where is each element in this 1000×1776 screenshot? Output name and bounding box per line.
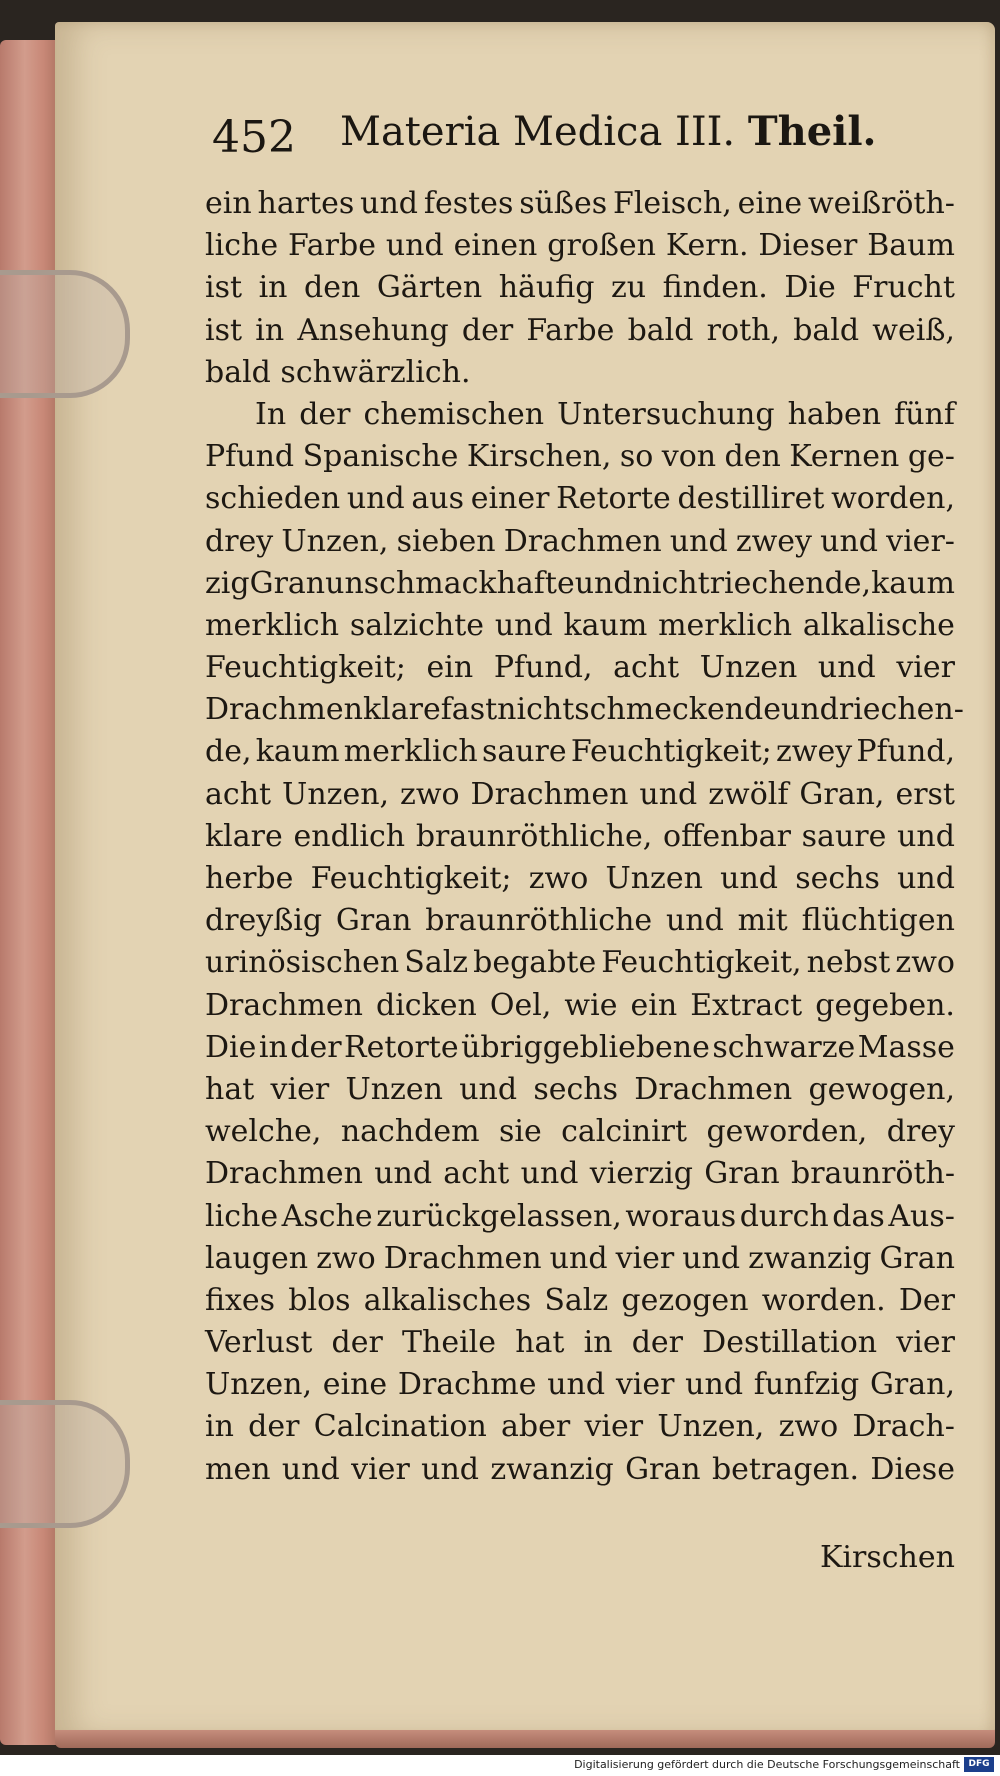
word: drey: [886, 1114, 955, 1150]
word: Drachmen: [634, 1071, 793, 1107]
running-title: [340, 108, 876, 155]
word: sieben: [396, 523, 496, 559]
word: nicht: [497, 692, 575, 728]
word: vier: [351, 1451, 410, 1487]
word: mit: [737, 903, 788, 939]
word: erst: [895, 776, 955, 812]
word: ist: [205, 312, 243, 348]
word: in: [258, 270, 288, 306]
word: der: [299, 396, 351, 432]
word: ist: [205, 270, 243, 306]
word: Baum: [867, 228, 955, 264]
word: klare: [362, 692, 441, 728]
word: und: [360, 186, 419, 221]
word: zwey: [735, 523, 812, 559]
word: bald: [793, 312, 860, 348]
word: fast: [440, 692, 498, 728]
word: vierzig: [589, 1156, 693, 1192]
text-line: [205, 689, 964, 731]
word: Salz: [544, 1282, 609, 1318]
word: Farbe: [287, 228, 376, 264]
word: merklich: [343, 734, 478, 770]
word: sechs: [795, 861, 880, 896]
word: merklich: [205, 607, 340, 643]
text-line: [205, 310, 955, 352]
word: wie: [564, 987, 618, 1023]
text-line: [205, 183, 955, 225]
word: kaum: [563, 607, 648, 643]
word: vier: [584, 1409, 644, 1445]
word: der: [461, 312, 514, 348]
word: und: [494, 607, 553, 643]
word: calcinirt: [561, 1114, 688, 1150]
word: den: [304, 270, 361, 306]
word: Verlust: [205, 1325, 313, 1361]
word: und: [685, 1367, 744, 1403]
word: und: [820, 523, 878, 559]
word: zwey: [775, 734, 853, 770]
word: merklich: [658, 607, 793, 643]
word: eine: [737, 186, 803, 221]
text-line: [205, 1111, 955, 1153]
word: das: [832, 1198, 885, 1234]
word: durch: [739, 1198, 829, 1234]
word: so: [619, 439, 654, 475]
word: Asche: [281, 1198, 373, 1234]
word: Gran: [625, 1451, 701, 1487]
word: und: [459, 1071, 518, 1107]
word: aber: [501, 1409, 571, 1445]
word: Diese: [870, 1451, 955, 1487]
word: gegeben.: [815, 987, 955, 1023]
book-clip-top: [0, 270, 130, 398]
text-line: [205, 225, 955, 267]
word: gewogen,: [808, 1071, 955, 1107]
word: worden,: [831, 481, 955, 517]
word: vier: [615, 1240, 675, 1276]
text-line: [205, 985, 955, 1027]
word: saure: [801, 818, 887, 854]
page-header: [212, 100, 877, 163]
word: haben: [787, 396, 882, 432]
word: woraus: [625, 1198, 737, 1234]
text-line: [205, 1238, 955, 1280]
word: Drachme: [397, 1367, 537, 1403]
word: zwölf: [708, 776, 789, 812]
word: zwanzig: [748, 1240, 872, 1276]
word: liche: [205, 228, 279, 264]
word: zu: [610, 270, 647, 306]
word: und: [346, 481, 405, 517]
word: Kern.: [665, 228, 749, 264]
word: Drachmen: [503, 523, 662, 559]
word: eine: [322, 1367, 388, 1403]
word: ge-: [907, 439, 955, 475]
text-line: [205, 1406, 955, 1448]
word: worden.: [761, 1282, 886, 1318]
paragraph-start-line: [205, 394, 955, 436]
word: zwo: [528, 861, 589, 896]
word: hat: [515, 1325, 565, 1361]
word: Gran,: [799, 776, 885, 812]
word: urinösischen: [205, 945, 400, 981]
text-line: [205, 436, 955, 478]
word: Unzen,: [282, 776, 390, 812]
word: Retorte: [344, 1029, 459, 1065]
word: begabte: [473, 945, 597, 981]
text-line: bald schwärzlich.: [205, 354, 471, 390]
word: Unzen,: [205, 1367, 313, 1403]
word: festes: [423, 186, 514, 221]
word: blos: [288, 1282, 351, 1318]
word: chemischen: [363, 396, 545, 432]
word: alkalische: [802, 607, 955, 643]
word: Gran: [704, 1156, 780, 1192]
word: riechende,: [709, 565, 872, 601]
word: und: [669, 523, 728, 559]
word: in: [583, 1325, 613, 1361]
word: funfzig: [753, 1367, 860, 1403]
word: unschmackhafte: [325, 565, 575, 601]
word: Spanische: [302, 439, 459, 475]
word: Gran: [879, 1240, 955, 1276]
word: Drachmen: [470, 776, 629, 812]
word: nebst: [806, 945, 891, 981]
word: roth,: [706, 312, 780, 348]
funding-credit: Digitalisierung gefördert durch die Deutsche Forschungsgemeinschaft: [574, 1758, 960, 1771]
word: und: [817, 650, 876, 686]
text-line: [205, 816, 955, 858]
text-line: [205, 1069, 955, 1111]
word: Gran: [249, 565, 326, 601]
word: Kirschen,: [466, 439, 612, 475]
text-line: [205, 942, 955, 984]
book-clip-bottom: [0, 1400, 130, 1528]
running-title-text: Materia Medica III.: [340, 109, 736, 155]
word: Drachmen: [205, 987, 363, 1023]
running-title-part: Theil.: [747, 108, 877, 155]
word: häufig: [498, 270, 595, 306]
word: alkalisches: [363, 1282, 532, 1318]
word: ein: [205, 186, 252, 221]
word: Gran,: [869, 1367, 955, 1403]
word: Pfund,: [493, 650, 593, 686]
text-line: [205, 1153, 955, 1195]
text-line: [205, 1196, 955, 1238]
word: Die: [205, 1029, 257, 1065]
word: zurückgelassen,: [376, 1198, 622, 1234]
word: Calcination: [313, 1409, 487, 1445]
word: betragen.: [711, 1451, 860, 1487]
word: flüchtigen: [801, 903, 955, 939]
word: schwarze: [712, 1029, 856, 1065]
text-line: [205, 647, 955, 689]
word: und: [520, 1156, 579, 1192]
word: braunröthliche: [425, 903, 653, 939]
word: einer: [470, 481, 550, 517]
word: Retorte: [556, 481, 671, 517]
word: Unzen: [605, 861, 703, 896]
word: laugen: [205, 1240, 309, 1276]
word: Drachmen: [383, 1240, 542, 1276]
word: und: [639, 776, 698, 812]
word: und: [682, 1240, 741, 1276]
book-bottom-edge: [55, 1730, 995, 1748]
word: zwo: [316, 1240, 376, 1276]
word: salzichte: [349, 607, 485, 643]
word: Feuchtigkeit;: [570, 734, 772, 770]
word: Pfund,: [856, 734, 955, 770]
word: Gran: [335, 903, 412, 939]
word: fünf: [894, 396, 955, 432]
word: drey: [205, 523, 274, 559]
word: fixes: [205, 1282, 276, 1318]
word: Feuchtigkeit;: [205, 650, 406, 686]
word: Die: [784, 270, 836, 306]
word: Untersuchung: [557, 396, 775, 432]
word: Pfund: [205, 439, 295, 475]
text-line: [205, 605, 955, 647]
text-line: [205, 1280, 955, 1322]
word: bald: [627, 312, 694, 348]
word: finden.: [662, 270, 768, 306]
word: hat: [205, 1071, 255, 1107]
word: offenbar: [663, 818, 791, 854]
word: den: [724, 439, 781, 475]
word: und: [574, 565, 633, 601]
word: zwo: [895, 945, 955, 981]
word: in: [255, 312, 285, 348]
word: von: [661, 439, 717, 475]
word: Extract: [690, 987, 803, 1023]
word: Frucht: [852, 270, 955, 306]
word: Drachmen: [205, 692, 363, 728]
word: welche,: [205, 1114, 322, 1150]
word: acht: [443, 1156, 510, 1192]
word: Salz: [404, 945, 469, 981]
word: und: [549, 1240, 608, 1276]
word: Gärten: [376, 270, 483, 306]
word: zwo: [400, 776, 460, 812]
word: und: [897, 861, 955, 896]
word: und: [897, 818, 955, 854]
text-line: [205, 900, 955, 942]
word: und: [385, 228, 444, 264]
word: herbe: [205, 861, 294, 896]
word: und: [781, 692, 839, 728]
word: destilliret: [677, 481, 825, 517]
word: men: [205, 1451, 271, 1487]
word: weiß,: [872, 312, 955, 348]
word: Unzen: [699, 650, 798, 686]
word: Masse: [857, 1029, 955, 1065]
word: kaum: [871, 565, 955, 601]
word: Oel,: [489, 987, 552, 1023]
word: Ansehung: [297, 312, 449, 348]
word: zig: [205, 565, 250, 601]
word: weißröth-: [807, 186, 955, 221]
word: endlich: [293, 818, 406, 854]
catchword: Kirschen: [820, 1540, 955, 1575]
word: und: [281, 1451, 340, 1487]
word: vier: [615, 1367, 675, 1403]
word: sie: [498, 1114, 542, 1150]
text-line: [205, 1322, 955, 1364]
word: vier-: [886, 523, 955, 559]
word: liche: [205, 1198, 279, 1234]
word: schmeckende: [574, 692, 781, 728]
word: aus: [411, 481, 464, 517]
word: zwo: [778, 1409, 839, 1445]
word: riechen-: [838, 692, 964, 728]
word: kaum: [255, 734, 340, 770]
body-text: [205, 183, 964, 1491]
word: Kernen: [789, 439, 900, 475]
word: braunröth-: [791, 1156, 955, 1192]
word: hartes: [257, 186, 355, 221]
word: Dieser: [758, 228, 858, 264]
text-line: [205, 563, 955, 605]
word: und: [421, 1451, 480, 1487]
word: Farbe: [526, 312, 615, 348]
word: In: [255, 396, 287, 432]
text-line: [205, 267, 955, 309]
word: süßes: [519, 186, 608, 221]
word: geworden,: [706, 1114, 868, 1150]
digitization-footer: [0, 1755, 1000, 1776]
word: nachdem: [340, 1114, 480, 1150]
word: klare: [205, 818, 283, 854]
word: und: [374, 1156, 433, 1192]
word: und: [665, 903, 724, 939]
word: Fleisch,: [612, 186, 732, 221]
word: schieden: [205, 481, 341, 517]
word: Unzen,: [657, 1409, 765, 1445]
word: Aus-: [888, 1198, 955, 1234]
word: ein: [426, 650, 474, 686]
text-line: [205, 731, 955, 773]
word: Destillation: [702, 1325, 878, 1361]
word: in: [205, 1409, 234, 1445]
word: gezogen: [621, 1282, 749, 1318]
word: vier: [896, 650, 955, 686]
word: dreyßig: [205, 903, 323, 939]
text-line: [205, 478, 955, 520]
page-number: 452: [212, 112, 296, 163]
word: der: [248, 1409, 300, 1445]
text-line: [205, 1364, 955, 1406]
word: Unzen: [345, 1071, 443, 1107]
text-line: [205, 774, 955, 816]
word: nicht: [632, 565, 710, 601]
word: und: [547, 1367, 606, 1403]
text-line: [205, 858, 955, 900]
word: vier: [896, 1325, 955, 1361]
word: sechs: [533, 1071, 618, 1107]
word: großen: [547, 228, 657, 264]
word: zwanzig: [490, 1451, 614, 1487]
text-line: [205, 521, 955, 563]
word: Drachmen: [205, 1156, 363, 1192]
word: einen: [453, 228, 538, 264]
word: acht: [613, 650, 680, 686]
dfg-logo: DFG: [964, 1757, 994, 1772]
word: der: [631, 1325, 683, 1361]
word: ein: [630, 987, 678, 1023]
word: und: [720, 861, 779, 896]
word: der: [290, 1029, 342, 1065]
word: braunröthliche,: [415, 818, 653, 854]
word: Unzen,: [281, 523, 389, 559]
word: Theile: [402, 1325, 497, 1361]
word: in: [258, 1029, 288, 1065]
word: Feuchtigkeit;: [310, 861, 512, 896]
text-line: [205, 1027, 955, 1069]
word: Drach-: [852, 1409, 955, 1445]
word: dicken: [375, 987, 477, 1023]
word: der: [331, 1325, 383, 1361]
word: übriggebliebene: [461, 1029, 710, 1065]
word: saure: [481, 734, 567, 770]
word: Feuchtigkeit,: [601, 945, 802, 981]
word: acht: [205, 776, 272, 812]
word: Der: [898, 1282, 955, 1318]
word: de,: [205, 734, 252, 770]
text-line: [205, 1449, 955, 1491]
word: vier: [270, 1071, 330, 1107]
